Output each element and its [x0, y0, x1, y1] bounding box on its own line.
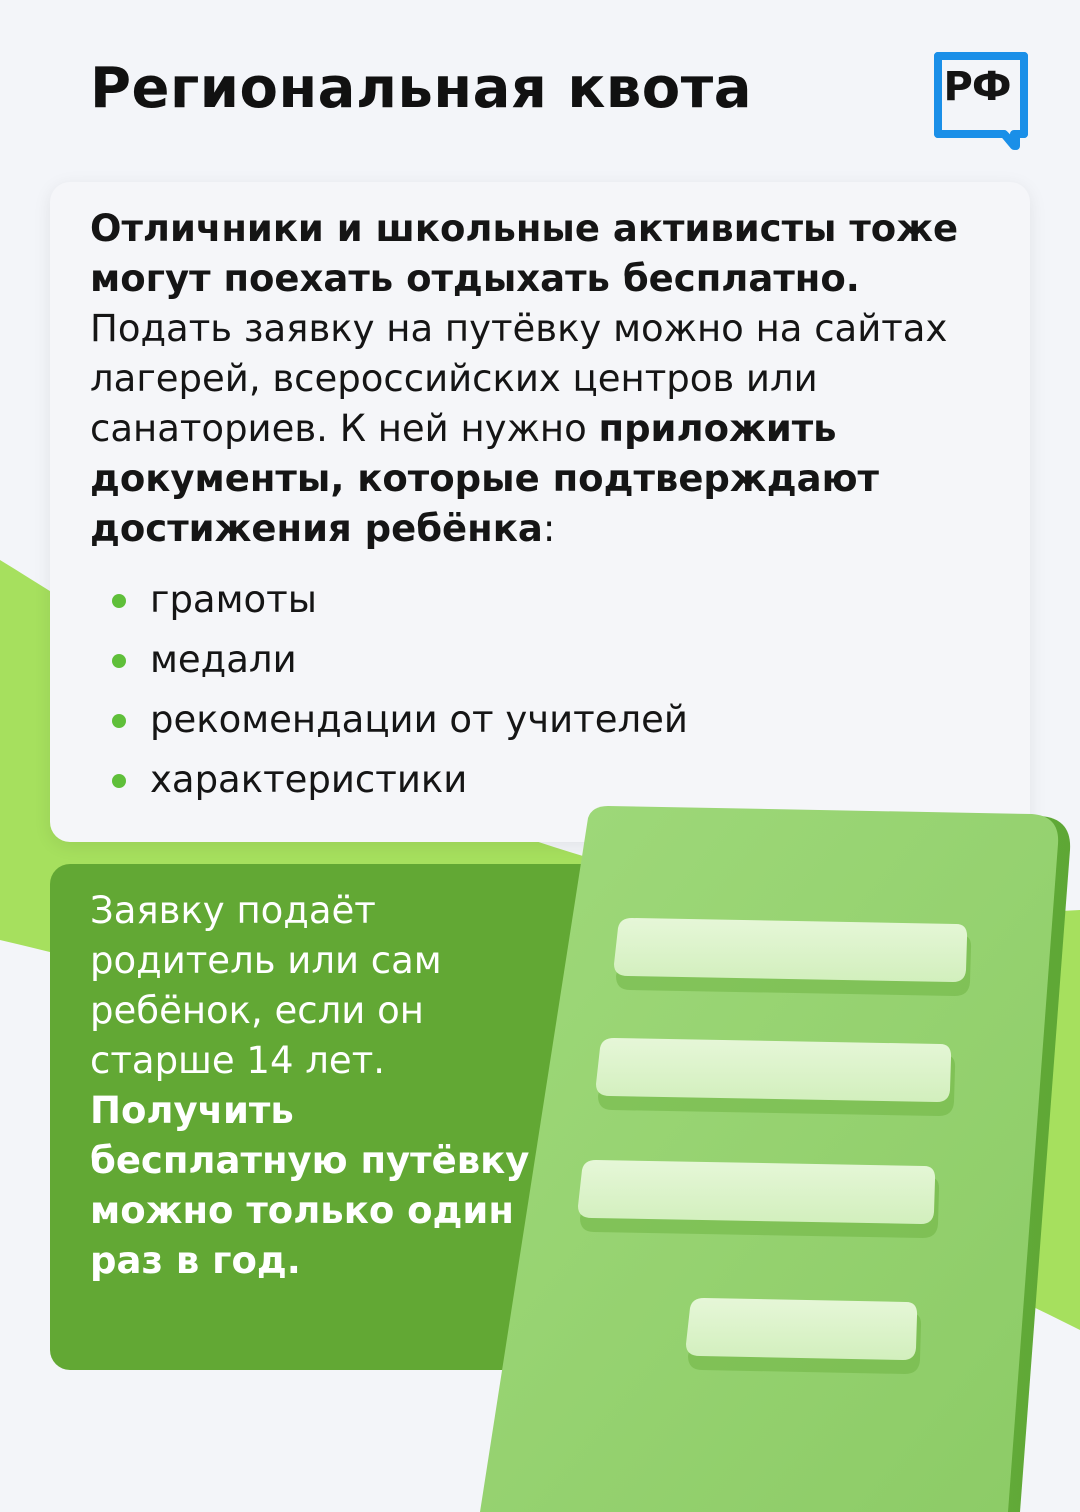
note-regular: Заявку подаёт родитель или сам ребёнок, если он старше 14 лет.: [90, 889, 442, 1082]
logo-text: РФ: [943, 64, 1011, 110]
page-title: Региональная квота: [90, 56, 752, 121]
list-item-label: рекомендации от учителей: [150, 698, 688, 741]
info-card: [50, 182, 1030, 842]
intro-tail: :: [542, 507, 556, 550]
note-bold: Получить бесплатную путёвку можно только один раз в год.: [90, 1089, 530, 1282]
info-card-text: [90, 204, 1000, 554]
intro-regular: Подать заявку на путёвку можно на сайтах лагерей, всероссийских центров или санаториев. К ней нужно: [90, 307, 948, 450]
list-item-label: грамоты: [150, 578, 317, 621]
bullet-icon: [112, 654, 126, 668]
list-item-label: характеристики: [150, 758, 468, 801]
bullet-icon: [112, 774, 126, 788]
documents-list: [110, 570, 688, 810]
document-form-icon: [460, 800, 1080, 1512]
logo: [934, 50, 1030, 152]
intro-bold-lead: Отличники и школьные активисты тоже могут поехать отдыхать бесплатно.: [90, 207, 959, 300]
list-item: [110, 690, 688, 750]
list-item-label: медали: [150, 638, 297, 681]
list-item: [110, 630, 688, 690]
bullet-icon: [112, 714, 126, 728]
intro-bold-docs: приложить документы, которые подтверждают достижения ребёнка: [90, 407, 879, 550]
bullet-icon: [112, 594, 126, 608]
list-item: [110, 570, 688, 630]
